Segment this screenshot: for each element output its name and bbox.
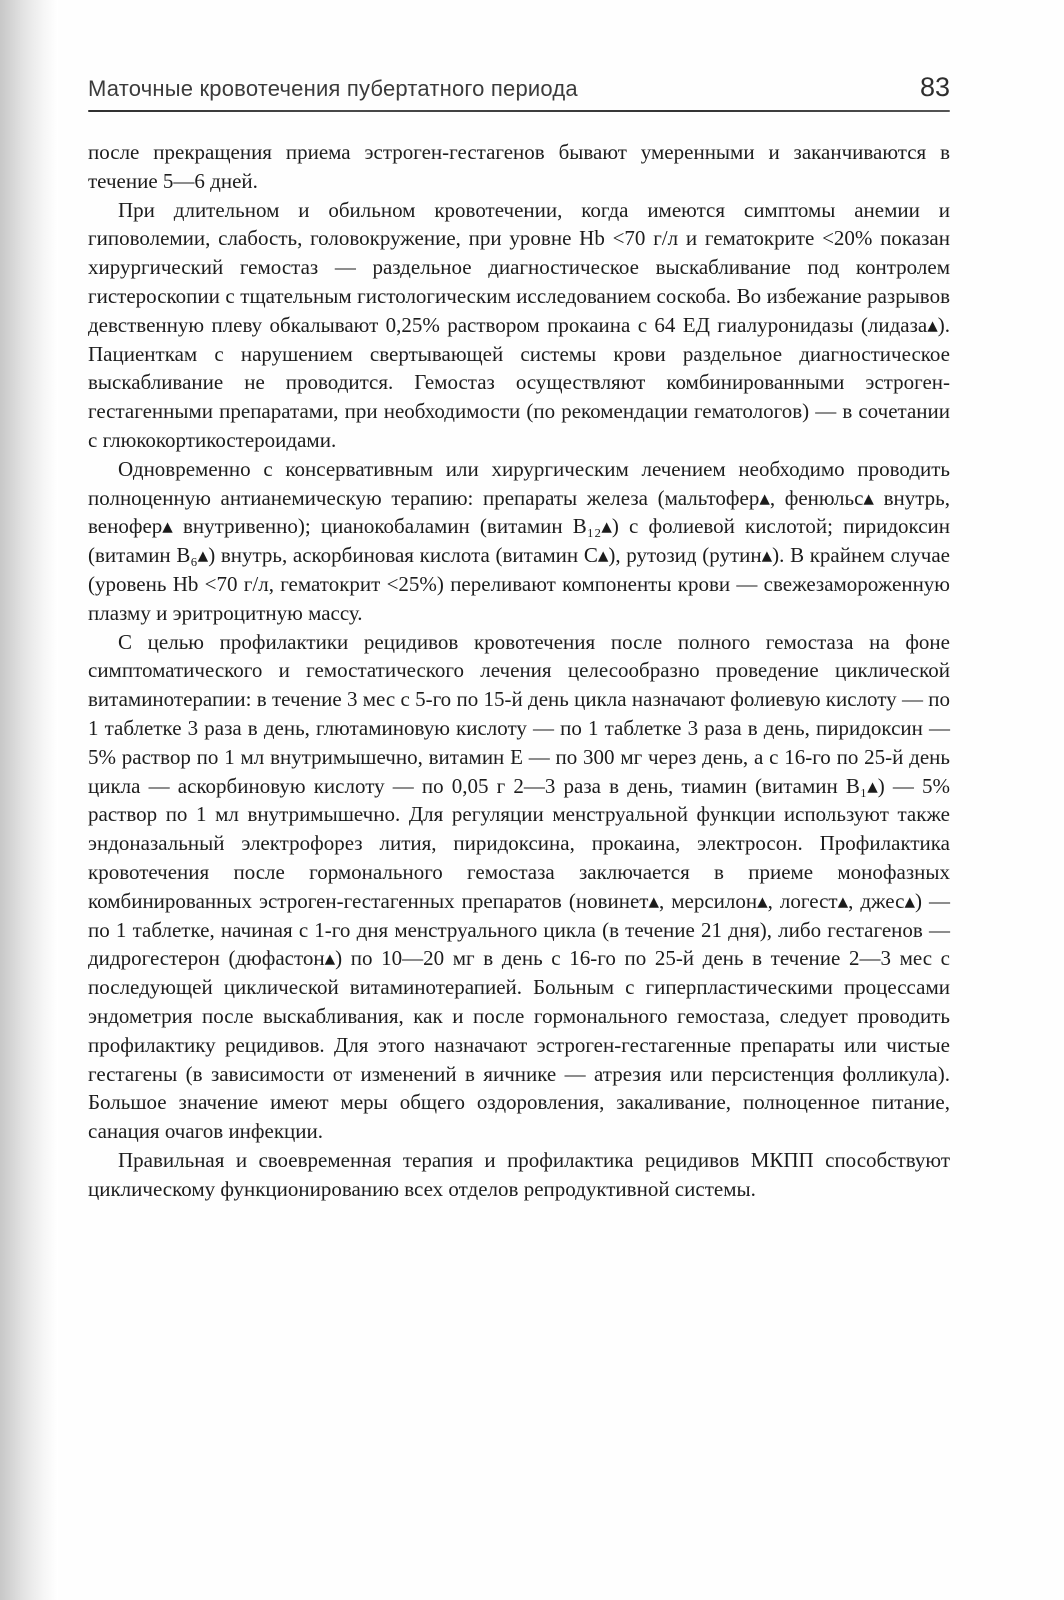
body-paragraph: Правильная и своевременная терапия и профилактика рецидивов МКПП способствуют циклическому функционированию всех отделов репродуктивной системы.: [88, 1147, 950, 1201]
body-paragraph: При длительном и обильном кровотечении, когда имеются симптомы анемии и гиповолемии, слабость, головокружение, при уровне Hb <70 г/л и гематокрите <20% показан хирургический гемостаз — раздельное диагностическое выскабливание под контролем гистероскопии с тщательным гистологическим исследованием соскоба. Во избежание разрывов девственную плеву обкалывают 0,25% раствором прокаина с 64 ЕД гиалуронидазы (лидаза▴). Пациенткам с нарушением свертывающей системы крови раздельное диагностическое выскабливание не проводится. Гемостаз осуществляют комбинированными эстроген-гестагенными препаратами, при необходимости (по рекомендации гематологов) — в сочетании с глюкокортикостероидами.: [88, 197, 950, 452]
header-rule: [88, 110, 950, 112]
body-paragraph: Одновременно с консервативным или хирургическим лечением необходимо проводить полноценную антианемическую терапию: препараты железа (мальтофер▴, фенюльс▴ внутрь, венофер▴ внутривенно); цианокобаламин (витамин В₁₂▴) с фолиевой кислотой; пиридоксин (витамин В₆▴) внутрь, аскорбиновая кислота (витамин С▴), рутозид (рутин▴). В крайнем случае (уровень Hb <70 г/л, гематокрит <25%) переливают компоненты крови — свежезамороженную плазму и эритроцитную массу.: [88, 456, 950, 625]
page-number: 83: [919, 72, 950, 102]
body-paragraph: С целью профилактики рецидивов кровотечения после полного гемостаза на фоне симптоматического и гемостатического лечения целесообразно проведение циклической витаминотерапии: в течение 3 мес с 5-го по 15-й день цикла назначают фолиевую кислоту — по 1 таблетке 3 раза в день, глютаминовую кислоту — по 1 таблетке 3 раза в день, пиридоксин — 5% раствор по 1 мл внутримышечно, витамин Е — по 300 мг через день, а с 16-го по 25-й день цикла — аскорбиновую кислоту — по 0,05 г 2—3 раза в день, тиамин (витамин В₁▴) — 5% раствор по 1 мл внутримышечно. Для регуляции менструальной функции используют также эндоназальный электрофорез лития, пиридоксина, прокаина, электросон. Профилактика кровотечения после гормонального гемостаза заключается в приеме монофазных комбинированных эстроген-гестагенных препаратов (новинет▴, мерсилон▴, логест▴, джес▴) — по 1 таблетке, начиная с 1-го дня менструального цикла (в течение 21 дня), либо гестагенов — дидрогестерон (дюфастон▴) по 10—20 мг в день с 16-го по 25-й день в течение 2—3 мес с последующей циклической витаминотерапией. Больным с гиперпластическими процессами эндометрия после выскабливания, как и после гормонального гемостаза, следует проводить профилактику рецидивов. Для этого назначают эстроген-гестагенные препараты или чистые гестагены (в зависимости от изменений в яичнике — атрезия или персистенция фолликула). Большое значение имеют меры общего оздоровления, закаливание, полноценное питание, санация очагов инфекции.: [88, 629, 950, 1144]
running-title: Маточные кровотечения пубертатного периода: [88, 76, 578, 101]
body-paragraph: после прекращения приема эстроген-гестагенов бывают умеренными и заканчиваются в течение 5—6 дней.: [88, 140, 950, 193]
running-head: [88, 72, 950, 103]
body-text: [88, 138, 950, 1203]
